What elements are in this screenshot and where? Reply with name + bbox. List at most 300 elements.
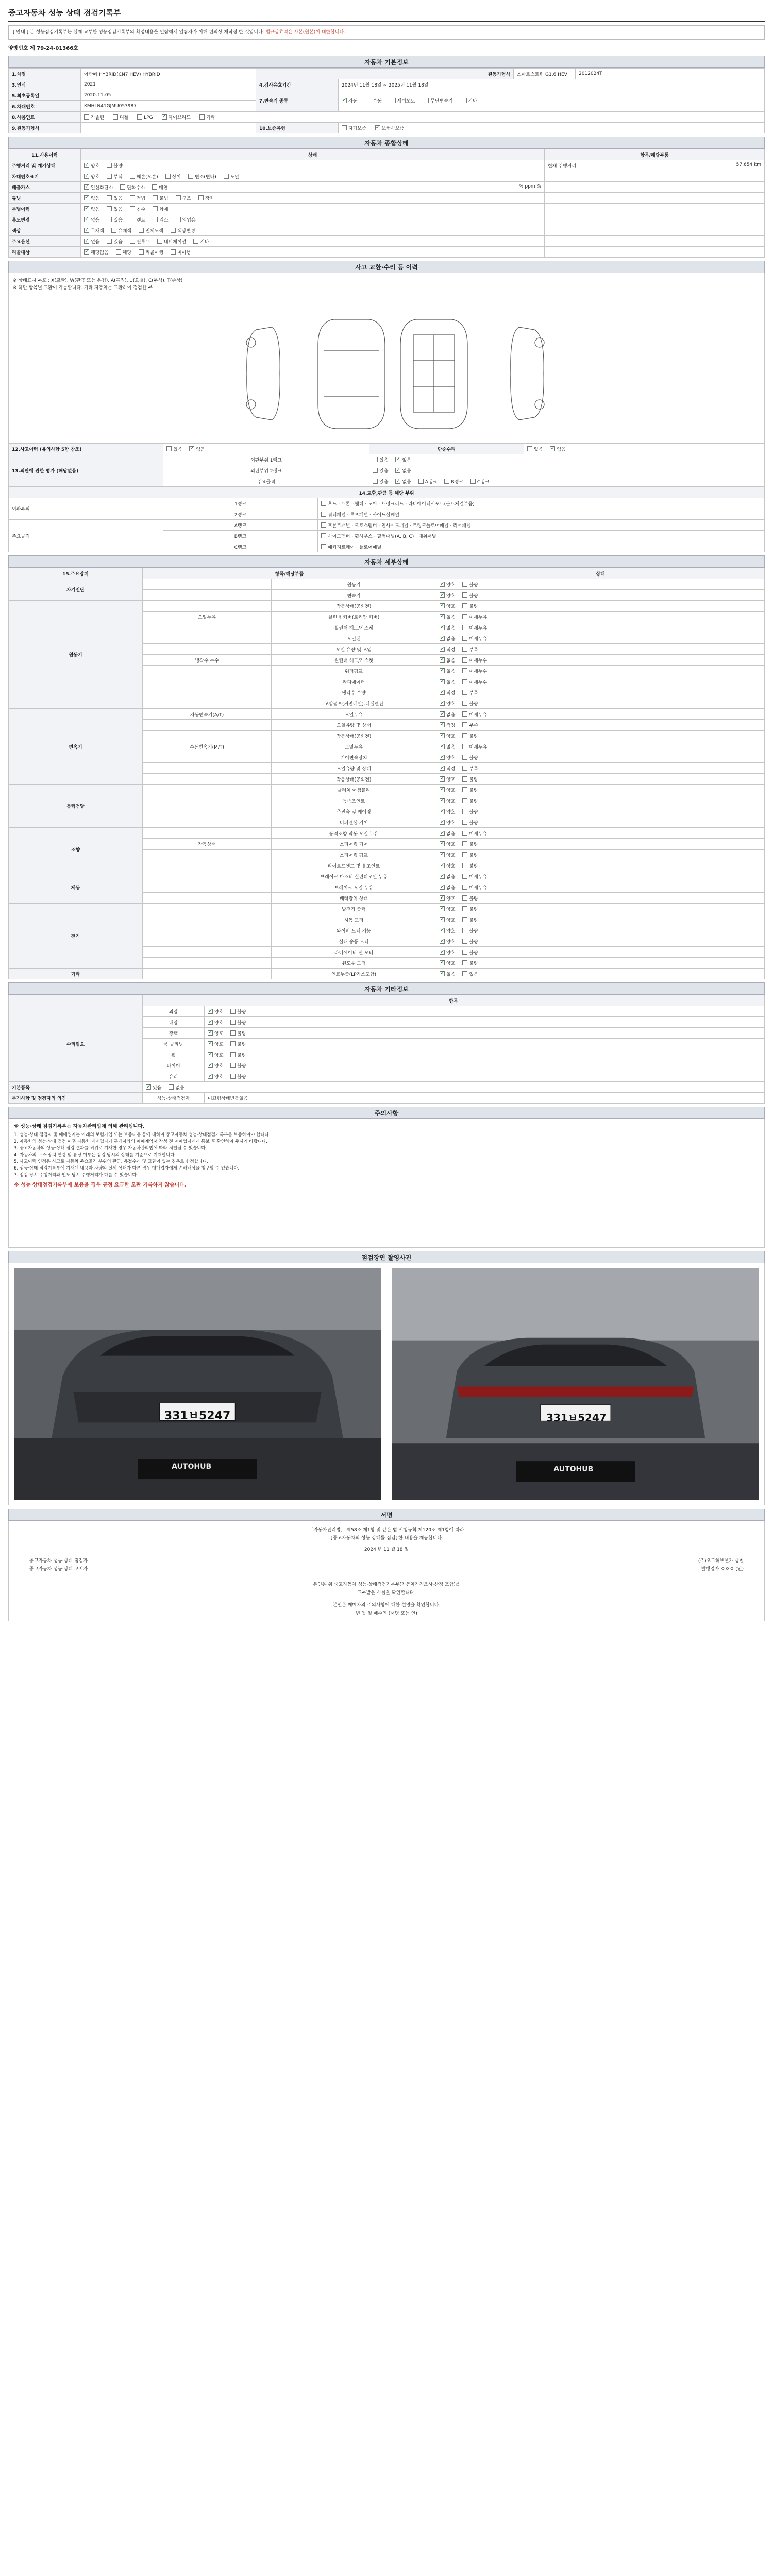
sub-group-label <box>143 622 272 633</box>
table-row <box>9 112 765 123</box>
checkbox-checked[interactable] <box>395 468 400 473</box>
checkbox-checked[interactable] <box>440 809 445 814</box>
checkbox[interactable] <box>137 114 142 120</box>
option-label: LPG <box>144 115 153 121</box>
option-label: 양호 <box>446 593 456 599</box>
checkbox[interactable] <box>373 468 378 473</box>
parts-list: 후드 · 프론트휀더 · 도어 · 트렁크리드 · 라디에이터서포트(볼트체결부품) <box>328 501 475 507</box>
option-label: 도말 <box>230 174 240 180</box>
checkbox[interactable] <box>373 479 378 484</box>
checkbox-checked[interactable] <box>208 1009 213 1014</box>
checkbox-checked[interactable] <box>440 722 445 727</box>
checkbox[interactable] <box>462 625 467 630</box>
row-options <box>81 193 545 204</box>
checkbox[interactable] <box>462 960 467 965</box>
parts-list: 프론트패널 · 크로스멤버 · 인사이드패널 · 트렁크플로어패널 · 리어패널 <box>328 523 471 529</box>
label-vin: 6.차대번호 <box>9 101 81 112</box>
checkbox-checked[interactable] <box>440 625 445 630</box>
label-year: 3.연식 <box>9 79 81 90</box>
option-label: 불량 <box>469 863 478 869</box>
item-status <box>436 850 765 860</box>
checkbox-checked[interactable] <box>440 744 445 749</box>
checkbox[interactable] <box>171 249 176 255</box>
signer-label: 중고자동차 성능·상태 점검자 <box>29 1558 88 1564</box>
item-status <box>436 763 765 774</box>
checkbox[interactable] <box>462 636 467 641</box>
item-label: 스티어링 기어 <box>272 839 436 850</box>
checkbox[interactable] <box>153 195 158 200</box>
signer-value: (주)오토허브셀카 상철 <box>698 1558 744 1564</box>
checkbox[interactable] <box>230 1030 236 1036</box>
checkbox[interactable] <box>199 114 205 120</box>
checkbox[interactable] <box>373 457 378 462</box>
checkbox-checked[interactable] <box>146 1084 151 1090</box>
sign-line: 본인은 매매자의 주의사항에 대한 설명을 확인합니다. <box>332 1603 441 1608</box>
checkbox[interactable] <box>321 522 326 528</box>
checkbox[interactable] <box>418 479 424 484</box>
col-header: 항목 <box>143 995 765 1006</box>
checkbox[interactable] <box>462 906 467 911</box>
checkbox-checked[interactable] <box>162 114 167 120</box>
option-label: 무단변속기 <box>430 99 453 104</box>
checkbox[interactable] <box>224 174 229 179</box>
item-status <box>205 1006 765 1017</box>
checkbox-checked[interactable] <box>84 217 89 222</box>
table-row <box>9 871 765 882</box>
checkbox-checked[interactable] <box>440 755 445 760</box>
damage-diagram <box>8 273 765 443</box>
col-header: 15.주요장치 <box>9 568 143 579</box>
checkbox[interactable] <box>462 950 467 955</box>
checkbox[interactable] <box>444 479 449 484</box>
checkbox-checked[interactable] <box>440 863 445 868</box>
checkbox-checked[interactable] <box>440 711 445 717</box>
checkbox[interactable] <box>462 885 467 890</box>
checkbox-checked[interactable] <box>440 690 445 695</box>
checkbox-checked[interactable] <box>440 841 445 846</box>
option-label: 불량 <box>469 788 478 793</box>
row-extra <box>545 214 765 225</box>
item-label: 작동상태(공회전) <box>272 731 436 741</box>
checkbox[interactable] <box>462 711 467 717</box>
option-label: 영업용 <box>182 217 196 223</box>
section-caution-header: 주의사항 <box>8 1107 765 1119</box>
checkbox-checked[interactable] <box>440 960 445 965</box>
checkbox[interactable] <box>193 239 198 244</box>
checkbox[interactable] <box>107 239 112 244</box>
checkbox[interactable] <box>165 174 171 179</box>
table-row <box>9 1082 765 1093</box>
checkbox-checked[interactable] <box>208 1020 213 1025</box>
checkbox-checked[interactable] <box>440 798 445 803</box>
option-label: 화재 <box>159 207 169 212</box>
checkbox[interactable] <box>188 174 193 179</box>
row-label: 주행거리 및 계기상태 <box>9 160 81 171</box>
checkbox-checked[interactable] <box>440 787 445 792</box>
checkbox[interactable] <box>120 184 125 190</box>
option-label: 디젤 <box>119 115 129 121</box>
option-label: 미세누수 <box>469 658 488 664</box>
option-label: 무채색 <box>91 228 105 234</box>
caution-line: 5. 사고이력 인정은 사고로 자동차 주요골격 부위의 판금, 용접수리 및 교환이 있는 경우로 한정합니다. <box>14 1159 209 1164</box>
checkbox[interactable] <box>152 184 157 190</box>
checkbox[interactable] <box>230 1041 236 1046</box>
checkbox-checked[interactable] <box>440 776 445 782</box>
checkbox[interactable] <box>462 701 467 706</box>
checkbox[interactable] <box>462 939 467 944</box>
checkbox[interactable] <box>462 744 467 749</box>
table-row <box>9 90 765 101</box>
checkbox[interactable] <box>462 776 467 782</box>
checkbox-checked[interactable] <box>440 917 445 922</box>
checkbox-checked[interactable] <box>189 446 194 451</box>
table-row <box>9 1093 765 1104</box>
option-label: 불량 <box>113 163 123 169</box>
item-status <box>436 893 765 904</box>
option-label: 양호 <box>446 907 456 912</box>
checkbox-checked[interactable] <box>440 679 445 684</box>
checkbox[interactable] <box>462 917 467 922</box>
sign-line: 「자동차관리법」 제58조 제1항 및 같은 법 시행규칙 제120조 제1항에 따라 <box>309 1528 464 1533</box>
checkbox-checked[interactable] <box>84 163 89 168</box>
checkbox[interactable] <box>321 512 326 517</box>
option-label: 리스 <box>159 217 169 223</box>
checkbox[interactable] <box>462 690 467 695</box>
item-status <box>205 1071 765 1082</box>
checkbox[interactable] <box>527 446 532 451</box>
table-header-row <box>9 487 765 498</box>
option-label: 불량 <box>469 961 478 967</box>
table-row <box>9 79 765 90</box>
checkbox-checked[interactable] <box>440 928 445 933</box>
rank-parts <box>318 498 765 509</box>
table-row <box>9 709 765 720</box>
checkbox[interactable] <box>342 125 347 130</box>
option-label: 불량 <box>237 1063 246 1069</box>
option-label: 유채색 <box>118 228 132 234</box>
option-label: 부족 <box>469 690 478 696</box>
section-other-header: 자동차 기타정보 <box>8 982 765 995</box>
checkbox[interactable] <box>230 1063 236 1068</box>
row-extra <box>545 236 765 247</box>
checkbox[interactable] <box>321 533 326 538</box>
checkbox[interactable] <box>462 647 467 652</box>
group-label: 자기진단 <box>9 579 143 601</box>
item-status <box>436 795 765 806</box>
checkbox[interactable] <box>462 614 467 619</box>
option-label: 미세누유 <box>469 615 488 620</box>
checkbox-checked[interactable] <box>440 971 445 976</box>
checkbox[interactable] <box>321 544 326 549</box>
option-label: 있음 <box>379 479 389 485</box>
option-label: 양호 <box>446 582 456 588</box>
sub-group-label <box>143 644 272 655</box>
label-simple-repair: 단순수리 <box>369 444 524 454</box>
checkbox[interactable] <box>107 163 112 168</box>
checkbox[interactable] <box>107 174 112 179</box>
legend-line-2: ※ 하단 항목별 교환이 가능합니다. 기타 자동차는 교환하여 점검한 부 <box>13 285 153 291</box>
checkbox[interactable] <box>130 217 135 222</box>
group-label: 기타 <box>9 969 143 979</box>
checkbox[interactable] <box>462 874 467 879</box>
table-row <box>9 225 765 236</box>
checkbox-checked[interactable] <box>208 1063 213 1068</box>
checkbox[interactable] <box>176 195 181 200</box>
checkbox[interactable] <box>462 831 467 836</box>
sub-group-label <box>143 914 272 925</box>
checkbox-checked[interactable] <box>84 195 89 200</box>
checkbox-checked[interactable] <box>440 820 445 825</box>
checkbox[interactable] <box>130 206 135 211</box>
checkbox[interactable] <box>198 195 204 200</box>
checkbox-checked[interactable] <box>84 184 89 190</box>
checkbox-checked[interactable] <box>375 125 380 130</box>
sub-group-label: 오일누유 <box>143 612 272 622</box>
sub-group-label <box>143 925 272 936</box>
sub-group-label <box>143 947 272 958</box>
option-label: 있음 <box>173 447 182 452</box>
checkbox[interactable] <box>107 217 112 222</box>
checkbox[interactable] <box>139 228 144 233</box>
checkbox[interactable] <box>230 1009 236 1014</box>
sub-group-label <box>143 774 272 785</box>
option-label: 양호 <box>214 1063 224 1069</box>
checkbox[interactable] <box>462 928 467 933</box>
checkbox[interactable] <box>462 592 467 598</box>
item-label: 실린더 헤드/가스켓 <box>272 622 436 633</box>
table-row <box>9 214 765 225</box>
checkbox-checked[interactable] <box>84 174 89 179</box>
sub-group-label <box>143 720 272 731</box>
checkbox-checked[interactable] <box>84 206 89 211</box>
checkbox[interactable] <box>230 1052 236 1057</box>
checkbox-checked[interactable] <box>440 766 445 771</box>
fuel-options <box>81 112 765 123</box>
checkbox-checked[interactable] <box>440 614 445 619</box>
checkbox[interactable] <box>130 195 135 200</box>
section-general-header: 자동차 종합상태 <box>8 137 765 149</box>
checkbox[interactable] <box>462 98 467 103</box>
option-label: 양호 <box>214 1042 224 1047</box>
option-label: 불량 <box>469 799 478 804</box>
checkbox[interactable] <box>462 809 467 814</box>
checkbox-checked[interactable] <box>440 668 445 673</box>
checkbox-checked[interactable] <box>550 446 555 451</box>
item-label: 추진축 및 베어링 <box>272 806 436 817</box>
checkbox-checked[interactable] <box>84 249 89 255</box>
option-label: 양호 <box>214 1009 224 1015</box>
checkbox-checked[interactable] <box>440 885 445 890</box>
checkbox[interactable] <box>171 228 176 233</box>
checkbox-checked[interactable] <box>440 582 445 587</box>
option-label: 없음 <box>91 196 100 201</box>
checkbox-checked[interactable] <box>208 1030 213 1036</box>
item-status <box>436 666 765 676</box>
checkbox[interactable] <box>230 1020 236 1025</box>
checkbox[interactable] <box>107 195 112 200</box>
item-status <box>436 817 765 828</box>
checkbox[interactable] <box>462 895 467 901</box>
checkbox-checked[interactable] <box>440 592 445 598</box>
checkbox[interactable] <box>462 863 467 868</box>
option-label: 양호 <box>91 174 100 180</box>
value-car-name: 아반떼 HYBRID(CN7 HEV) HYBRID <box>81 69 256 79</box>
checkbox-checked[interactable] <box>208 1074 213 1079</box>
checkbox-checked[interactable] <box>440 906 445 911</box>
checkbox[interactable] <box>169 1084 174 1090</box>
row-options <box>81 247 545 258</box>
checkbox[interactable] <box>84 114 89 120</box>
section-basic-header: 자동차 기본정보 <box>8 56 765 68</box>
checkbox[interactable] <box>462 668 467 673</box>
checkbox[interactable] <box>462 852 467 857</box>
row-options <box>81 214 545 225</box>
damage-table <box>8 443 765 487</box>
checkbox[interactable] <box>130 174 135 179</box>
checkbox-checked[interactable] <box>440 657 445 663</box>
checkbox[interactable] <box>153 206 158 211</box>
checkbox-checked[interactable] <box>440 950 445 955</box>
caution-box <box>8 1119 765 1248</box>
checkbox[interactable] <box>157 239 162 244</box>
checkbox-checked[interactable] <box>440 647 445 652</box>
option-label: 침수 <box>136 207 146 212</box>
checkbox[interactable] <box>321 501 326 506</box>
option-label: A랭크 <box>425 479 438 485</box>
parts-list: 쿼터패널 · 루프패널 · 사이드실패널 <box>328 512 399 518</box>
legend-line: ※ 상태표시 부호 : X(교환), W(판금 또는 용접), A(흠집), U(요철), C(부식), T(손상) <box>13 278 183 283</box>
checkbox-checked[interactable] <box>440 701 445 706</box>
option-label: 전체도색 <box>145 228 163 234</box>
checkbox-checked[interactable] <box>440 895 445 901</box>
checkbox[interactable] <box>153 217 158 222</box>
item-label: 작동상태(공회전) <box>272 774 436 785</box>
option-label: 보험사보증 <box>381 126 405 131</box>
checkbox-checked[interactable] <box>395 479 400 484</box>
checkbox-checked[interactable] <box>84 228 89 233</box>
checkbox-checked[interactable] <box>208 1052 213 1057</box>
table-row <box>9 904 765 914</box>
option-label: 양호 <box>446 604 456 609</box>
row-label: 튜닝 <box>9 193 81 204</box>
checkbox[interactable] <box>462 787 467 792</box>
checkbox[interactable] <box>470 479 476 484</box>
checkbox[interactable] <box>462 755 467 760</box>
row-label: 용도변경 <box>9 214 81 225</box>
checkbox[interactable] <box>462 766 467 771</box>
checkbox[interactable] <box>424 98 429 103</box>
checkbox[interactable] <box>130 239 135 244</box>
option-label: 양호 <box>446 863 456 869</box>
option-label: 불량 <box>469 604 478 609</box>
detail-status-table <box>8 568 765 979</box>
checkbox[interactable] <box>176 217 181 222</box>
option-label: 없음 <box>402 468 411 474</box>
caution-line: 3. 중고자동차의 성능·상태 점검 결과를 허위로 기재한 경우 자동차관리법에 따라 처벌될 수 있습니다. <box>14 1146 207 1151</box>
item-label: 라디에이터 <box>272 676 436 687</box>
option-label: 없음 <box>196 447 205 452</box>
label-engine: 9.원동기형식 <box>9 123 81 133</box>
sub-group-label <box>143 579 272 590</box>
checkbox[interactable] <box>107 206 112 211</box>
option-label: 불량 <box>469 853 478 858</box>
inspection-photo-front <box>14 1268 381 1500</box>
option-label: 미세누유 <box>469 744 488 750</box>
checkbox[interactable] <box>166 446 172 451</box>
checkbox[interactable] <box>462 657 467 663</box>
option-label: 양호 <box>446 701 456 707</box>
car-outline-diagram <box>236 314 555 433</box>
item-status <box>436 806 765 817</box>
checkbox-checked[interactable] <box>440 874 445 879</box>
checkbox-checked[interactable] <box>440 636 445 641</box>
general-status-table <box>8 149 765 258</box>
section-photos-header: 점검장면 촬영사진 <box>8 1251 765 1263</box>
checkbox[interactable] <box>462 820 467 825</box>
option-label: 양호 <box>91 163 100 169</box>
checkbox-checked[interactable] <box>84 239 89 244</box>
checkbox[interactable] <box>116 249 121 255</box>
checkbox[interactable] <box>230 1074 236 1079</box>
option-label: 불량 <box>237 1074 246 1080</box>
item-label: 브레이크 오일 누유 <box>272 882 436 893</box>
option-label: 불량 <box>469 939 478 945</box>
label-main-frame: 주요골격 <box>163 476 369 487</box>
value-reg-code: 2012024T <box>576 69 765 79</box>
item-label: 실린더 커버(로커암 커버) <box>272 612 436 622</box>
checkbox[interactable] <box>462 603 467 608</box>
checkbox[interactable] <box>462 733 467 738</box>
checkbox-checked[interactable] <box>395 457 400 462</box>
checkbox[interactable] <box>462 582 467 587</box>
table-row <box>9 498 765 509</box>
sub-group-label <box>143 698 272 709</box>
checkbox[interactable] <box>462 722 467 727</box>
row-extra <box>545 193 765 204</box>
checkbox-checked[interactable] <box>342 98 347 103</box>
item-status <box>436 947 765 958</box>
sub-group-label <box>143 752 272 763</box>
table-row <box>9 204 765 214</box>
option-label: 색상변경 <box>177 228 195 234</box>
option-label: 양호 <box>214 1074 224 1080</box>
sub-group-label <box>143 882 272 893</box>
checkbox[interactable] <box>366 98 371 103</box>
checkbox[interactable] <box>113 114 118 120</box>
checkbox-checked[interactable] <box>440 831 445 836</box>
option-label: 부족 <box>469 766 478 772</box>
row-extra <box>545 247 765 258</box>
option-label: 불량 <box>469 918 478 923</box>
checkbox-checked[interactable] <box>440 939 445 944</box>
checkbox[interactable] <box>462 971 467 976</box>
repair-options <box>524 444 765 454</box>
checkbox-checked[interactable] <box>440 733 445 738</box>
checkbox-checked[interactable] <box>440 852 445 857</box>
checkbox[interactable] <box>462 798 467 803</box>
sub-group-label <box>143 687 272 698</box>
checkbox[interactable] <box>111 228 116 233</box>
sub-group-label <box>143 893 272 904</box>
option-label: 구조 <box>182 196 191 201</box>
checkbox-checked[interactable] <box>208 1041 213 1046</box>
checkbox-checked[interactable] <box>440 603 445 608</box>
checkbox[interactable] <box>391 98 396 103</box>
checkbox[interactable] <box>139 249 144 255</box>
group-label: 동력전달 <box>9 785 143 828</box>
checkbox[interactable] <box>462 679 467 684</box>
checkbox[interactable] <box>462 841 467 846</box>
